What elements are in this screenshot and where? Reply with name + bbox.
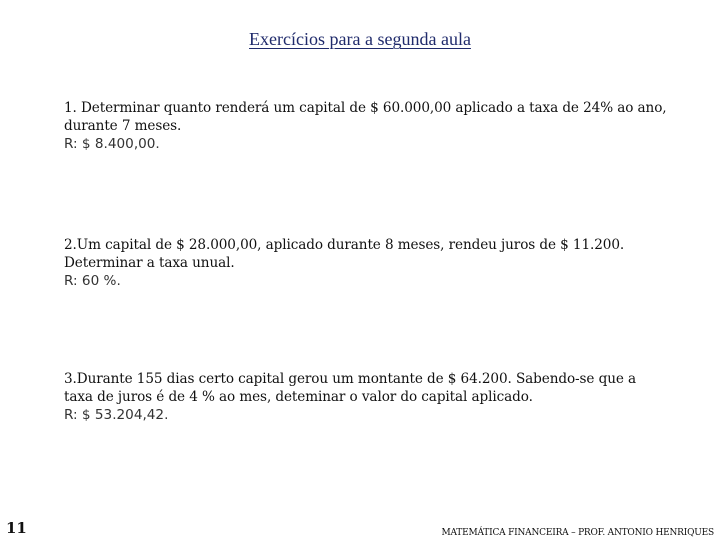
exercise-1 [64,99,704,153]
page-number: 11 [6,519,27,537]
exercise-question: 2.Um capital de $ 28.000,00, aplicado durante 8 meses, rendeu juros de $ 11.200. Determinar a taxa unual. [64,237,625,271]
footer-text: MATEMÁTICA FINANCEIRA – PROF. ANTONIO HENRIQUES [441,528,714,538]
exercise-answer: R: 60 %. [64,273,121,289]
exercise-3 [64,370,704,424]
exercise-question: 1. Determinar quanto renderá um capital de $ 60.000,00 aplicado a taxa de 24% ao ano, durante 7 meses. [64,100,667,134]
exercise-answer: R: $ 8.400,00. [64,136,160,152]
exercise-2 [64,236,704,290]
exercise-question: 3.Durante 155 dias certo capital gerou um montante de $ 64.200. Sabendo-se que a taxa de juros é de 4 % ao mes, deteminar o valor do capital aplicado. [64,371,637,405]
slide-title: Exercícios para a segunda aula [249,29,471,49]
exercise-answer: R: $ 53.204,42. [64,407,169,423]
